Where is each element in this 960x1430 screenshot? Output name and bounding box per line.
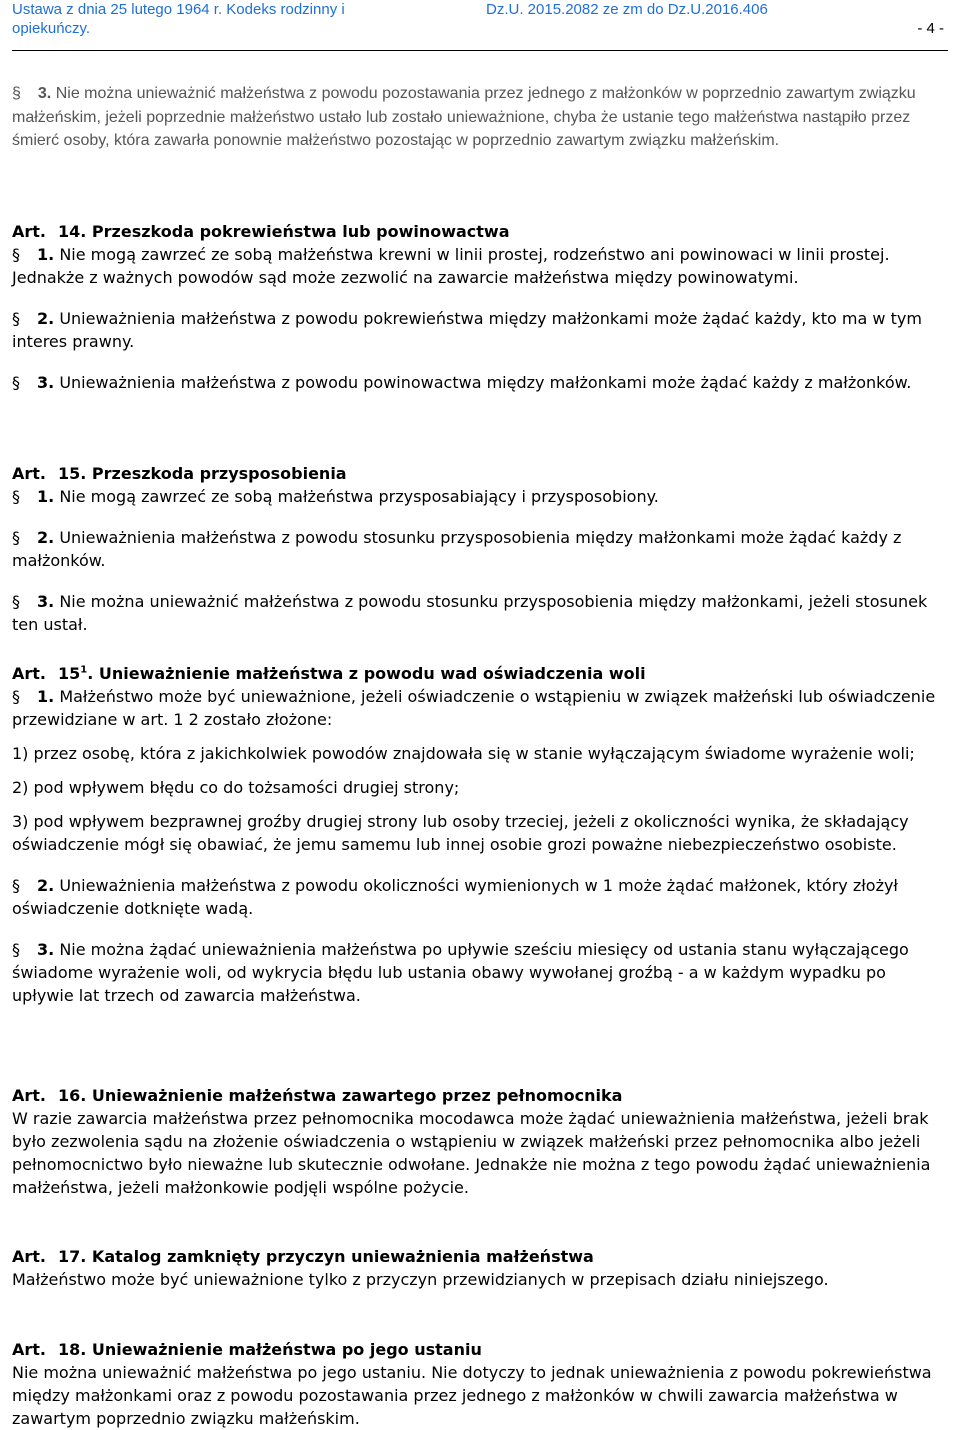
paragraph-3 bbox=[12, 371, 948, 394]
article-15 bbox=[12, 462, 948, 636]
paragraph-text: Unieważnienia małżeństwa z powodu okoliczności wymienionych w 1 może żądać małżonek, który złożył oświadczenie dotknięte wadą. bbox=[12, 876, 898, 918]
intro-paragraph bbox=[12, 82, 948, 153]
article-number: 16. bbox=[58, 1086, 87, 1105]
paragraph-2 bbox=[12, 307, 948, 353]
paragraph-text: Nie mogą zawrzeć ze sobą małżeństwa przysposabiający i przysposobiony. bbox=[59, 487, 659, 506]
paragraph-number: 1. bbox=[37, 245, 55, 264]
article-16 bbox=[12, 1084, 948, 1199]
section-sign: § bbox=[12, 592, 20, 611]
paragraph-number: 3. bbox=[37, 592, 55, 611]
paragraph-1 bbox=[12, 243, 948, 289]
paragraph-text: Unieważnienia małżeństwa z powodu pokrewieństwa między małżonkami może żądać każdy, kto ma w tym interes prawny. bbox=[12, 309, 922, 351]
paragraph-2 bbox=[12, 526, 948, 572]
paragraph-3 bbox=[12, 938, 948, 1007]
list-item: 3) pod wpływem bezprawnej groźby drugiej strony lub osoby trzeciej, jeżeli z okoliczności wynika, że składający oświadczenie mógł się obawiać, że jemu samemu lub innej osobie grozi poważne niebezpieczeństwo osobiste. bbox=[12, 812, 909, 854]
paragraph-text: Nie można żądać unieważnienia małżeństwa po upływie sześciu miesięcy od ustania stanu wyłączającego świadome wyrażenie woli, od wykrycia błędu lub ustania obawy wywołanej groźbą - a w każdym wypadku po upływie lat trzech od zawarcia małżeństwa. bbox=[12, 940, 909, 1005]
paragraph-number: 2. bbox=[37, 309, 55, 328]
article-text: Małżeństwo może być unieważnione tylko z przyczyn przewidzianych w przepisach działu niniejszego. bbox=[12, 1270, 829, 1289]
article-title: Katalog zamknięty przyczyn unieważnienia małżeństwa bbox=[91, 1247, 594, 1266]
paragraph-text: Nie można unieważnić małżeństwa z powodu pozostawania przez jednego z małżonków w poprzednio zawartym związku małżeńskim, jeżeli poprzednie małżeństwo ustało lub zostało unieważnione, chyba że ustanie tego małżeństwa nastąpiło przez śmierć osoby, która zawarła ponownie małżeństwo pozostając w poprzednio zawartym związku małżeńskim. bbox=[12, 85, 916, 149]
page-number: - 4 - bbox=[917, 20, 944, 37]
article-title: Unieważnienie małżeństwa po jego ustaniu bbox=[91, 1340, 482, 1359]
section-sign: § bbox=[12, 309, 20, 328]
article-number: 15 bbox=[58, 664, 81, 683]
paragraph-number: 2. bbox=[37, 528, 55, 547]
section-sign: § bbox=[12, 687, 20, 706]
header-title-line1: Ustawa z dnia 25 lutego 1964 r. Kodeks rodzinny i bbox=[12, 1, 345, 18]
section-sign: § bbox=[12, 528, 20, 547]
article-17 bbox=[12, 1245, 948, 1291]
header-journal-ref: Dz.U. 2015.2082 ze zm do Dz.U.2016.406 bbox=[486, 1, 768, 18]
section-sign: § bbox=[12, 85, 21, 102]
article-14 bbox=[12, 220, 948, 394]
article-number: 17. bbox=[58, 1247, 87, 1266]
list-item: 2) pod wpływem błędu co do tożsamości drugiej strony; bbox=[12, 778, 460, 797]
article-label: Art. bbox=[12, 464, 46, 483]
page-header bbox=[12, 0, 948, 51]
article-number: 14. bbox=[58, 222, 87, 241]
paragraph-3 bbox=[12, 590, 948, 636]
article-heading bbox=[12, 1245, 948, 1268]
article-title: Unieważnienie małżeństwa zawartego przez pełnomocnika bbox=[91, 1086, 623, 1105]
article-label: Art. bbox=[12, 664, 46, 683]
article-text: Nie można unieważnić małżeństwa po jego ustaniu. Nie dotyczy to jednak unieważnienia z powodu pokrewieństwa między małżonkami oraz z powodu pozostawania przez jednego z małżonków w chwili zawarcia małżeństwa w zawartym poprzednio związku małżeńskim. bbox=[12, 1363, 932, 1428]
paragraph-number: 3. bbox=[37, 373, 55, 392]
paragraph-text: Nie mogą zawrzeć ze sobą małżeństwa krewni w linii prostej, rodzeństwo ani powinowaci w linii prostej. Jednakże z ważnych powodów sąd może zezwolić na zawarcie małżeństwa między powinowatymi. bbox=[12, 245, 890, 287]
paragraph-text: Unieważnienia małżeństwa z powodu powinowactwa między małżonkami może żądać każdy z małżonków. bbox=[59, 373, 912, 392]
article-heading bbox=[12, 1338, 948, 1361]
article-heading bbox=[12, 1084, 948, 1107]
article-heading bbox=[12, 662, 948, 685]
article-title: Przeszkoda przysposobienia bbox=[91, 464, 347, 483]
paragraph-number: 1. bbox=[37, 487, 55, 506]
article-number: 15. bbox=[58, 464, 87, 483]
paragraph-text: Unieważnienia małżeństwa z powodu stosunku przysposobienia między małżonkami może żądać każdy z małżonków. bbox=[12, 528, 902, 570]
article-text: W razie zawarcia małżeństwa przez pełnomocnika mocodawca może żądać unieważnienia małżeństwa, jeżeli brak było zezwolenia sądu na złożenie oświadczenia o wstąpieniu w związek małżeński przez pełnomocnika albo jeżeli pełnomocnictwo było nieważne lub skutecznie odwołane. Jednakże nie można z tego powodu żądać unieważnienia małżeństwa, jeżeli małżonkowie podjęli wspólne pożycie. bbox=[12, 1109, 931, 1197]
article-superscript: 1 bbox=[80, 664, 88, 676]
article-title: Unieważnienie małżeństwa z powodu wad oświadczenia woli bbox=[98, 664, 646, 683]
article-heading bbox=[12, 462, 948, 485]
paragraph-text: Nie można unieważnić małżeństwa z powodu stosunku przysposobienia między małżonkami, jeżeli stosunek ten ustał. bbox=[12, 592, 928, 634]
article-title: Przeszkoda pokrewieństwa lub powinowactwa bbox=[91, 222, 510, 241]
paragraph-number: 1. bbox=[37, 687, 55, 706]
paragraph-number: 3. bbox=[37, 940, 55, 959]
list-item: 1) przez osobę, która z jakichkolwiek powodów znajdowała się w stanie wyłączającym świadome wyrażenie woli; bbox=[12, 744, 915, 763]
section-sign: § bbox=[12, 876, 20, 895]
article-number-suffix: . bbox=[87, 664, 94, 683]
paragraph-1 bbox=[12, 685, 948, 731]
paragraph-1 bbox=[12, 485, 948, 508]
section-sign: § bbox=[12, 487, 20, 506]
article-number: 18. bbox=[58, 1340, 87, 1359]
paragraph-text: Małżeństwo może być unieważnione, jeżeli oświadczenie o wstąpieniu w związek małżeński lub oświadczenie przewidziane w art. 1 2 zostało złożone: bbox=[12, 687, 936, 729]
header-title-line2: opiekuńczy. bbox=[12, 20, 91, 37]
article-15-1 bbox=[12, 662, 948, 1007]
paragraph-number: 2. bbox=[37, 876, 55, 895]
article-label: Art. bbox=[12, 222, 46, 241]
article-label: Art. bbox=[12, 1086, 46, 1105]
article-18 bbox=[12, 1338, 948, 1430]
paragraph-2 bbox=[12, 874, 948, 920]
article-label: Art. bbox=[12, 1247, 46, 1266]
article-heading bbox=[12, 220, 948, 243]
section-sign: § bbox=[12, 373, 20, 392]
article-label: Art. bbox=[12, 1340, 46, 1359]
paragraph-number: 3. bbox=[37, 85, 52, 102]
section-sign: § bbox=[12, 940, 20, 959]
section-sign: § bbox=[12, 245, 20, 264]
